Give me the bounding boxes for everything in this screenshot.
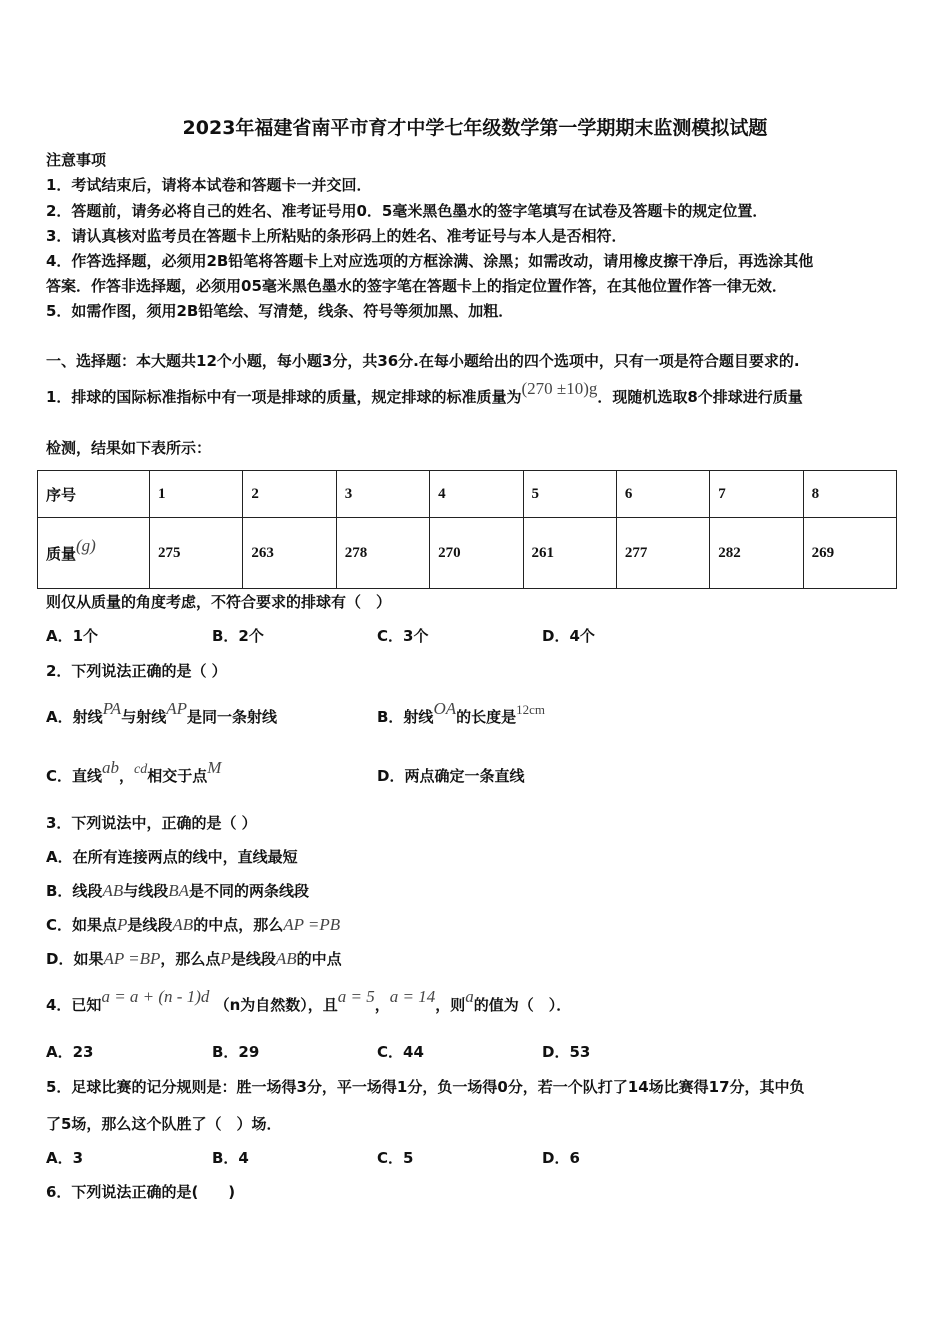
table-cell: 1 — [150, 471, 243, 518]
q1-text: 1．排球的国际标准指标中有一项是排球的质量，规定排球的标准质量为 — [46, 388, 522, 406]
option-a — [46, 699, 277, 727]
table-cell — [38, 518, 150, 589]
option-d: D．53 — [542, 1043, 591, 1061]
table-cell: 5 — [523, 471, 616, 518]
q4-text: 的值为（ ）． — [473, 996, 572, 1014]
opt-text: 相交于点 — [147, 767, 208, 785]
opt-text: 是同一条射线 — [186, 708, 277, 726]
row-label: 质量 — [46, 546, 77, 563]
math: M — [207, 758, 222, 777]
option-a: A．1个 — [46, 627, 99, 645]
math: cd — [134, 762, 148, 777]
table-cell: 2 — [243, 471, 336, 518]
option-b: B．4 — [212, 1149, 249, 1167]
option-d: D．两点确定一条直线 — [377, 767, 525, 785]
q4-text: ， — [374, 996, 390, 1014]
question-5-cont: 了5场，那么这个队胜了（ ）场． — [46, 1115, 282, 1133]
math: AP =PB — [283, 915, 341, 934]
opt-text: 与射线 — [121, 708, 167, 726]
option-c: C．5 — [377, 1149, 414, 1167]
question-5: 5．足球比赛的记分规则是：胜一场得3分，平一场得1分，负一场得0分，若一个队打了14场比赛得17分，其中负 — [46, 1078, 805, 1096]
opt-text: 的长度是 — [456, 708, 517, 726]
math: AP =BP — [103, 949, 161, 968]
q1-text: 检测，结果如下表所示： — [46, 439, 212, 457]
opt-text: A．射线 — [46, 708, 103, 726]
question-3: 3．下列说法中，正确的是（ ） — [46, 814, 257, 832]
math: P — [117, 915, 128, 934]
math: BA — [168, 881, 190, 900]
math: AB — [102, 881, 124, 900]
opt-text: B．射线 — [377, 708, 434, 726]
math: ab — [102, 758, 120, 777]
table-cell: 4 — [430, 471, 523, 518]
option-b — [46, 881, 309, 901]
table-row — [38, 518, 897, 589]
unit-math: (g) — [76, 535, 96, 555]
table-cell: 278 — [336, 518, 429, 589]
opt-text: C．如果点 — [46, 916, 118, 934]
q4-text: ，则 — [435, 996, 466, 1014]
opt-text: ， — [119, 767, 135, 785]
table-cell: 277 — [616, 518, 709, 589]
math: AP — [166, 699, 187, 718]
question-2: 2．下列说法正确的是（ ） — [46, 662, 227, 680]
table-cell: 275 — [150, 518, 243, 589]
option-a: A．3 — [46, 1149, 84, 1167]
opt-text: B．线段 — [46, 882, 103, 900]
option-d: D．6 — [542, 1149, 580, 1167]
q4-text: 4．已知 — [46, 996, 102, 1014]
math: PA — [102, 699, 122, 718]
opt-text: ，那么点 — [160, 950, 221, 968]
section-heading: 一、选择题：本大题共12个小题，每小题3分，共36分.在每小题给出的四个选项中，只有一项是符合题目要求的. — [46, 352, 800, 370]
table-cell: 6 — [616, 471, 709, 518]
math: AB — [172, 915, 194, 934]
option-c: C．3个 — [377, 627, 429, 645]
q4-text: （n为自然数），且 — [214, 996, 338, 1014]
question-6: 6．下列说法正确的是( ) — [46, 1183, 236, 1201]
opt-text: 是不同的两条线段 — [189, 882, 310, 900]
opt-text: 与线段 — [123, 882, 169, 900]
table-cell: 序号 — [38, 471, 150, 518]
table-row — [38, 471, 897, 518]
table-cell: 269 — [803, 518, 896, 589]
table-cell: 261 — [523, 518, 616, 589]
math: OA — [433, 699, 457, 718]
table-cell: 7 — [710, 471, 803, 518]
math: a = 14 — [389, 987, 436, 1006]
q1-text: ．现随机选取8个排球进行质量 — [597, 388, 803, 406]
notice-item: 3．请认真核对监考员在答题卡上所粘贴的条形码上的姓名、准考证号与本人是否相符． — [46, 227, 627, 245]
q1-question: 则仅从质量的角度考虑，不符合要求的排球有（ ） — [46, 593, 392, 611]
notice-item: 2．答题前，请务必将自己的姓名、准考证号用0．5毫米黑色墨水的签字笔填写在试卷及答题卡的规定位置． — [46, 202, 768, 220]
table-cell: 263 — [243, 518, 336, 589]
math: P — [220, 949, 231, 968]
opt-text: D．如果 — [46, 950, 104, 968]
opt-text: 的中点 — [296, 950, 342, 968]
notice-heading: 注意事项 — [46, 151, 107, 169]
option-c: C．44 — [377, 1043, 424, 1061]
page-title: 2023年福建省南平市育才中学七年级数学第一学期期末监测模拟试题 — [182, 117, 768, 139]
mass-table — [37, 470, 897, 589]
notice-item: 5．如需作图，须用2B铅笔绘、写清楚，线条、符号等须加黑、加粗． — [46, 302, 514, 320]
option-c — [46, 915, 340, 935]
option-a: A．23 — [46, 1043, 94, 1061]
option-d: D．4个 — [542, 627, 595, 645]
math: a — [465, 987, 474, 1006]
notice-item: 答案．作答非选择题，必须用05毫米黑色墨水的签字笔在答题卡上的指定位置作答，在其他位置作答一律无效． — [46, 277, 787, 295]
opt-text: 的中点，那么 — [193, 916, 284, 934]
option-b — [377, 699, 546, 728]
opt-text: 是线段 — [127, 916, 173, 934]
q1-math: (270 ±10)g — [521, 379, 598, 398]
option-b: B．2个 — [212, 627, 264, 645]
opt-text: 是线段 — [230, 950, 276, 968]
table-cell: 8 — [803, 471, 896, 518]
option-c — [46, 758, 222, 788]
table-cell: 270 — [430, 518, 523, 589]
opt-text: C．直线 — [46, 767, 103, 785]
math-formula: a = a + (n - 1)d — [101, 987, 210, 1006]
math: a = 5 — [337, 987, 375, 1006]
math: AB — [275, 949, 297, 968]
option-b: B．29 — [212, 1043, 260, 1061]
option-d — [46, 949, 342, 969]
question-4 — [46, 987, 572, 1015]
notice-item: 4．作答选择题，必须用2B铅笔将答题卡上对应选项的方框涂满、涂黑；如需改动，请用橡皮擦干净后，再选涂其他 — [46, 252, 814, 270]
notice-item: 1．考试结束后，请将本试卷和答题卡一并交回． — [46, 176, 372, 194]
math: 12cm — [516, 702, 546, 717]
table-cell: 282 — [710, 518, 803, 589]
question-1 — [46, 379, 803, 407]
option-a: A．在所有连接两点的线中，直线最短 — [46, 848, 298, 866]
table-cell: 3 — [336, 471, 429, 518]
